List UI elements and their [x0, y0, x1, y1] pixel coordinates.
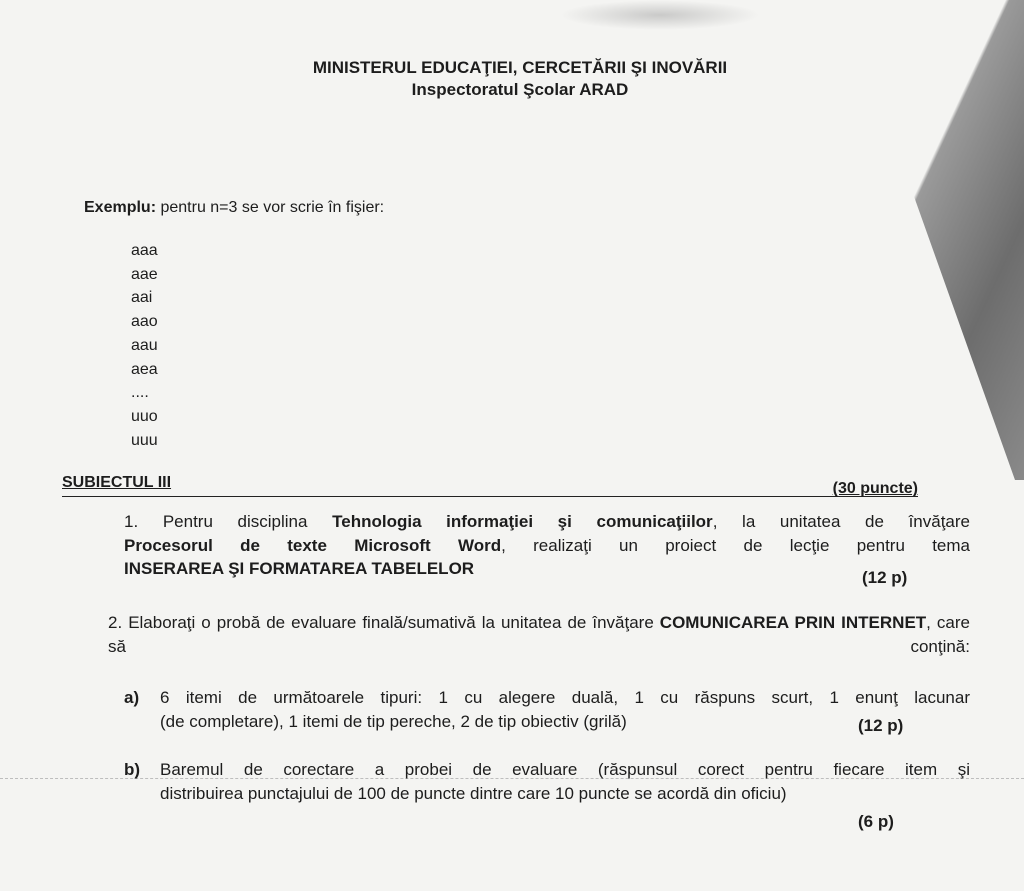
item-2a-row	[124, 686, 970, 733]
ministry-title: MINISTERUL EDUCAŢIEI, CERCETĂRII ŞI INOVĂRII	[312, 58, 728, 77]
item-2a	[124, 686, 970, 733]
item-1-text: Pentru disciplina	[162, 512, 308, 531]
sequence-line: aao	[131, 313, 158, 331]
example-text: pentru n=3 se vor scrie în fişier:	[160, 199, 385, 216]
sequence-line: uuo	[131, 407, 158, 425]
item-2b-points: (6 p)	[858, 812, 894, 831]
example-sequence	[131, 239, 158, 452]
item-2-line-1	[108, 611, 970, 658]
sequence-line: ....	[131, 384, 149, 402]
item-2	[108, 611, 970, 658]
item-1-text: , la unitatea de învăţare	[712, 512, 970, 531]
item-1-line-1	[124, 510, 970, 534]
item-2a-line-2: (de completare), 1 itemi de tip pereche, 2 de tip obiectiv (grilă)	[160, 711, 627, 731]
item-1-text: , realizaţi un proiect de lecţie pentru tema	[501, 535, 970, 555]
subject-title: SUBIECTUL III	[62, 474, 172, 491]
subject-header	[62, 472, 918, 497]
sequence-line: aae	[131, 265, 158, 283]
scan-smudge	[560, 0, 760, 30]
item-1-number: 1.	[124, 512, 139, 531]
subject-points: (30 puncte)	[832, 480, 918, 497]
item-2-text: Elaboraţi o probă de evaluare finală/sumativă la unitatea de învăţare	[128, 613, 654, 632]
item-1-unit: Procesorul de texte Microsoft Word	[124, 535, 502, 555]
item-2b-body	[160, 758, 970, 805]
item-2b-line-2: distribuirea punctajului de 100 de puncte dintre care 10 puncte se acordă din oficiu)	[160, 783, 787, 803]
item-1-points: (12 p)	[862, 568, 908, 587]
item-2a-body	[160, 686, 970, 733]
item-1-discipline: Tehnologia informaţiei şi comunicaţiilor	[332, 512, 713, 531]
item-1-line-2	[124, 534, 970, 558]
item-2b	[124, 758, 970, 805]
example-intro	[84, 199, 384, 217]
item-1-topic: INSERAREA ŞI FORMATAREA TABELELOR	[124, 559, 475, 578]
sequence-line: uuu	[131, 431, 158, 449]
sequence-line: aai	[131, 289, 153, 307]
item-2b-line-1: Baremul de corectare a probei de evaluare (răspunsul corect pentru fiecare item şi	[160, 760, 970, 779]
item-1	[124, 510, 970, 581]
item-2a-label: a)	[124, 688, 140, 707]
item-2-unit: COMUNICAREA PRIN INTERNET	[659, 613, 927, 632]
item-2a-line-1: 6 itemi de următoarele tipuri: 1 cu alegere duală, 1 cu răspuns scurt, 1 enunţ lacunar	[160, 688, 970, 707]
item-2b-row	[124, 758, 970, 805]
item-1-line-3	[124, 557, 970, 581]
item-2a-points: (12 p)	[858, 716, 904, 735]
sequence-line: aea	[131, 360, 158, 378]
inspectorate-title: Inspectoratul Şcolar ARAD	[411, 80, 629, 99]
item-2b-label: b)	[124, 760, 141, 779]
item-2-number: 2.	[108, 613, 123, 632]
example-label: Exemplu:	[84, 199, 157, 216]
item-2-text: , care să conţină:	[108, 613, 970, 656]
sequence-line: aaa	[131, 242, 158, 259]
sequence-line: aau	[131, 336, 158, 354]
